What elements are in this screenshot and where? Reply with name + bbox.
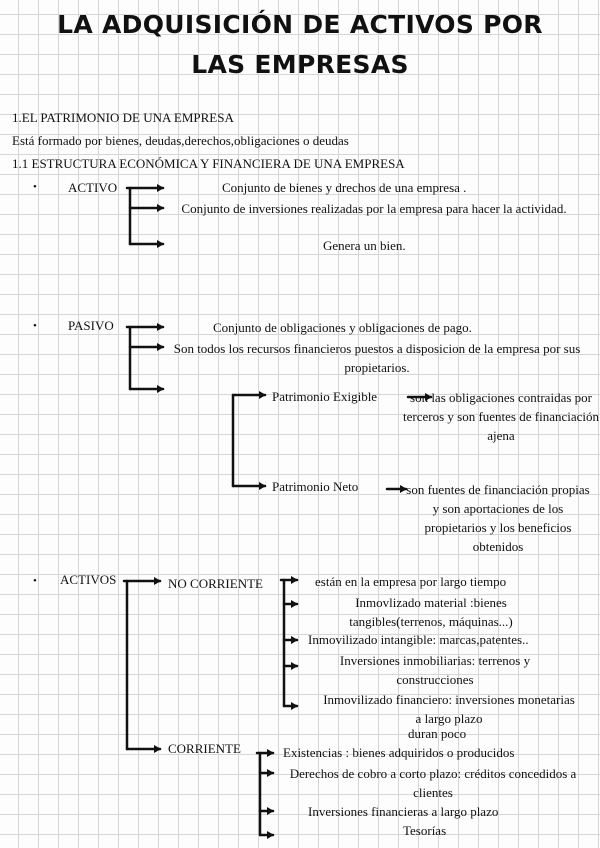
pasivo-item-1: Conjunto de obligaciones y obligaciones de pago.	[213, 320, 472, 335]
activo-item-1: Conjunto de bienes y drechos de una empresa .	[222, 180, 467, 195]
nc-item-6: duran poco	[408, 726, 467, 741]
nc-item-1: están en la empresa por largo tiempo	[315, 574, 507, 589]
nc-item-3: Inmovilizado intangible: marcas,patentes..	[308, 632, 529, 647]
c-item-4: Tesorías	[403, 823, 447, 838]
activo-item-2: Conjunto de inversiones realizadas por la empresa para hacer la actividad.	[181, 201, 567, 216]
patrimonio-exigible-desc: son las obligaciones contraidas por terceros y son fuentes de financiación ajena	[403, 390, 600, 443]
nc-item-4: Inversiones inmobiliarias: terrenos y construcciones	[339, 653, 531, 687]
nc-item-2: Inmovlizado material :bienes tangibles(terrenos, máquinas...)	[349, 595, 513, 629]
bullet-pasivo: •	[33, 320, 37, 332]
section-heading-patrimonio: 1.EL PATRIMONIO DE UNA EMPRESA	[12, 110, 234, 125]
activo-item-3: Genera un bien.	[323, 238, 406, 253]
page-title-line-1: LA ADQUISICIÓN DE ACTIVOS POR	[57, 10, 543, 39]
patrimonio-exigible-label: Patrimonio Exigible	[272, 389, 378, 404]
no-corriente-label: NO CORRIENTE	[168, 576, 263, 591]
bullet-activo: •	[33, 181, 37, 193]
activo-label: ACTIVO	[68, 180, 118, 195]
c-item-2: Derechos de cobro a corto plazo: créditos concedidos a clientes	[289, 766, 577, 800]
bullet-activos: •	[33, 575, 37, 587]
c-item-1: Existencias : bienes adquiridos o producidos	[283, 745, 515, 760]
patrimonio-neto-desc: son fuentes de financiación propias y son aportaciones de los propietarios y los beneficios obtenidos	[406, 482, 590, 554]
section-heading-estructura: 1.1 ESTRUCTURA ECONÓMICA Y FINANCIERA DE UNA EMPRESA	[12, 156, 405, 171]
nc-item-5: Inmovilizado financiero: inversiones monetarias a largo plazo	[323, 692, 575, 726]
c-item-3: Inversiones financieras a largo plazo	[308, 804, 499, 819]
pasivo-label: PASIVO	[68, 318, 114, 333]
page-title-line-2: LAS EMPRESAS	[191, 50, 409, 79]
activos-label: ACTIVOS	[60, 572, 117, 587]
corriente-label: CORRIENTE	[168, 741, 241, 756]
patrimonio-neto-label: Patrimonio Neto	[272, 479, 359, 494]
pasivo-item-2: Son todos los recursos financieros puestos a disposicion de la empresa por sus propietarios.	[173, 341, 581, 375]
patrimonio-definition: Está formado por bienes, deudas,derechos,obligaciones o deudas	[12, 133, 349, 148]
